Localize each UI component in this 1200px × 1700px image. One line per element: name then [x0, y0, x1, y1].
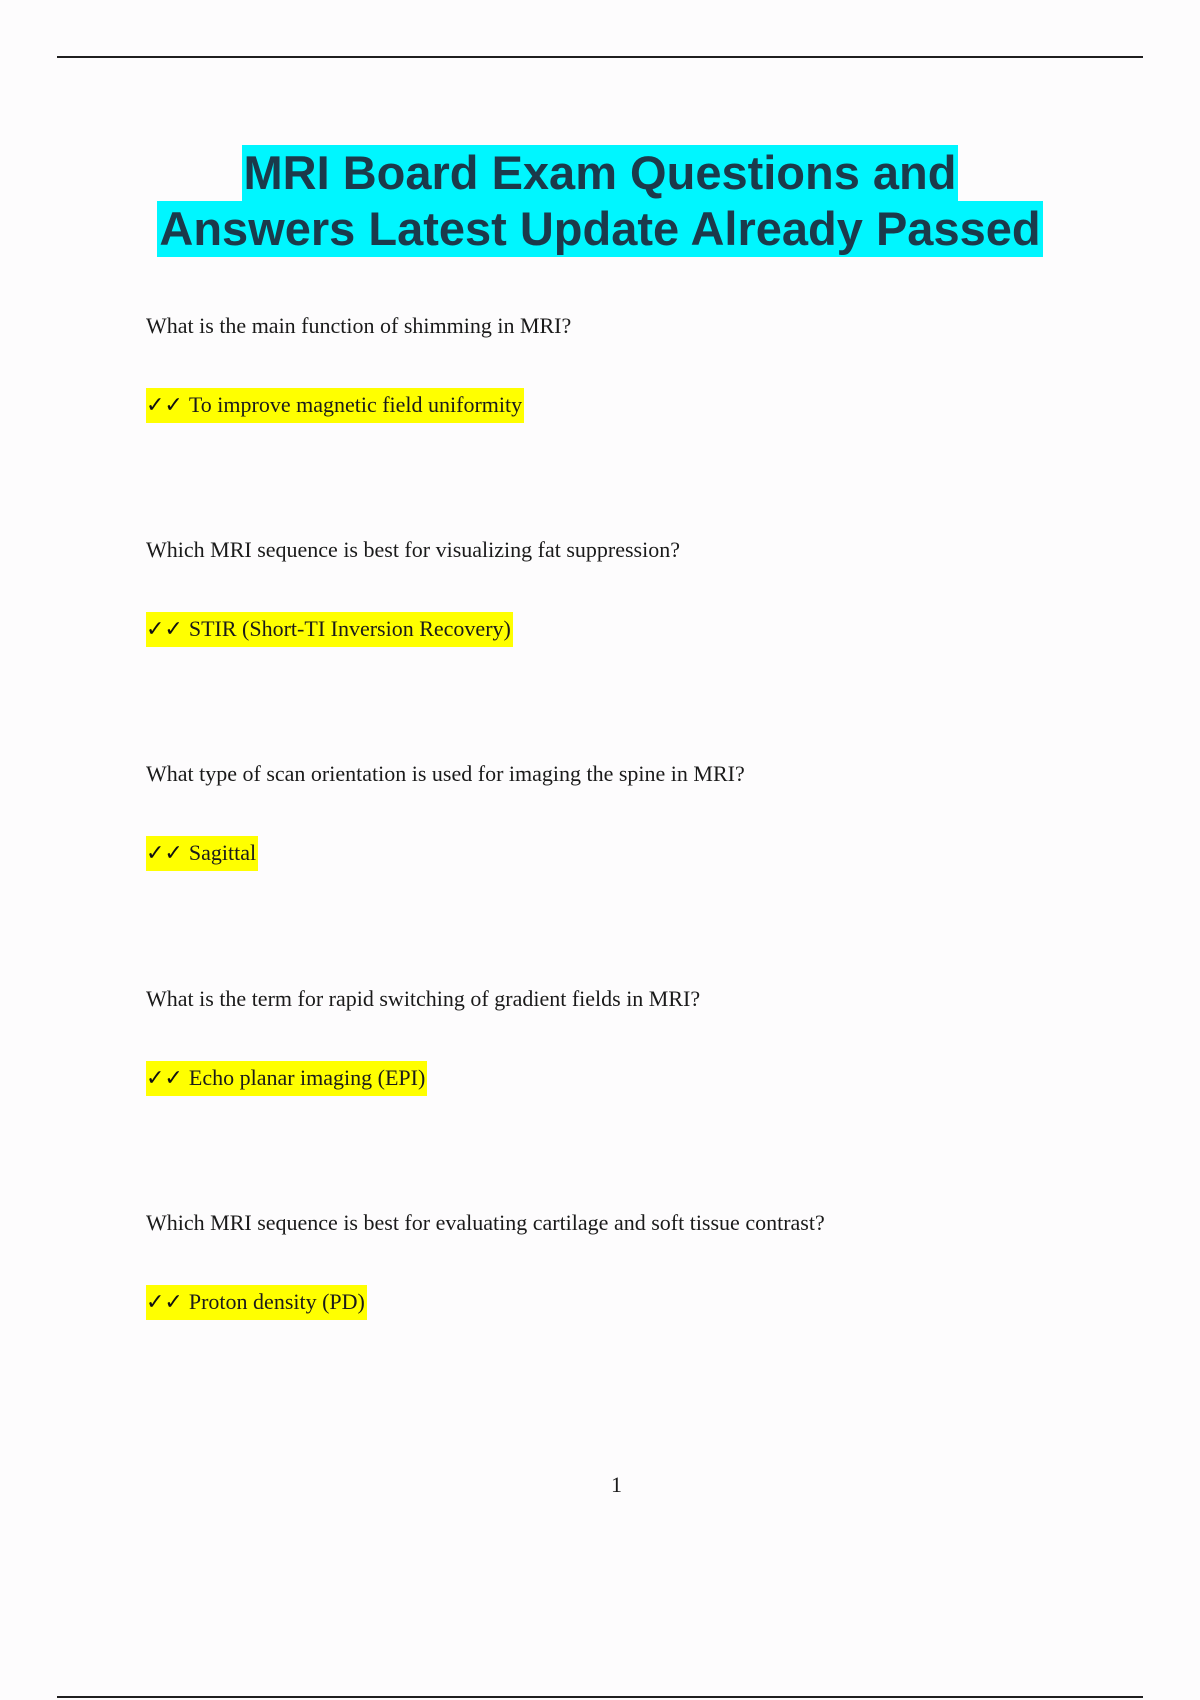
double-check-icon: ✓✓ [146, 617, 183, 642]
qa-item [146, 1209, 1106, 1320]
question-text: Which MRI sequence is best for visualizing fat suppression? [146, 537, 680, 562]
question-text: What is the main function of shimming in MRI? [146, 313, 572, 338]
qa-item [146, 312, 1106, 423]
answer-text: STIR (Short-TI Inversion Recovery) [188, 616, 511, 641]
answer-highlight [146, 612, 513, 647]
answer-highlight [146, 836, 258, 871]
qa-item [146, 536, 1106, 647]
double-check-icon: ✓✓ [146, 393, 183, 418]
answer-text: Proton density (PD) [188, 1289, 365, 1314]
title-line-1: MRI Board Exam Questions and [243, 146, 957, 199]
double-check-icon: ✓✓ [146, 1066, 183, 1091]
question-text: What is the term for rapid switching of gradient fields in MRI? [146, 986, 701, 1011]
answer-text: Sagittal [188, 840, 257, 865]
top-rule [57, 56, 1143, 58]
answer-highlight [146, 1061, 427, 1096]
title-line-2: Answers Latest Update Already Passed [159, 202, 1041, 255]
qa-item [146, 760, 1106, 871]
question-text: What type of scan orientation is used for imaging the spine in MRI? [146, 761, 745, 786]
answer-highlight [146, 388, 524, 423]
double-check-icon: ✓✓ [146, 841, 183, 866]
answer-text: To improve magnetic field uniformity [188, 392, 523, 417]
page-number: 1 [611, 1472, 622, 1497]
qa-item [146, 985, 1106, 1096]
document-title [0, 145, 1200, 257]
answer-highlight [146, 1285, 367, 1320]
question-text: Which MRI sequence is best for evaluating cartilage and soft tissue contrast? [146, 1210, 825, 1235]
bottom-rule [57, 1696, 1143, 1698]
double-check-icon: ✓✓ [146, 1290, 183, 1315]
answer-text: Echo planar imaging (EPI) [188, 1065, 426, 1090]
